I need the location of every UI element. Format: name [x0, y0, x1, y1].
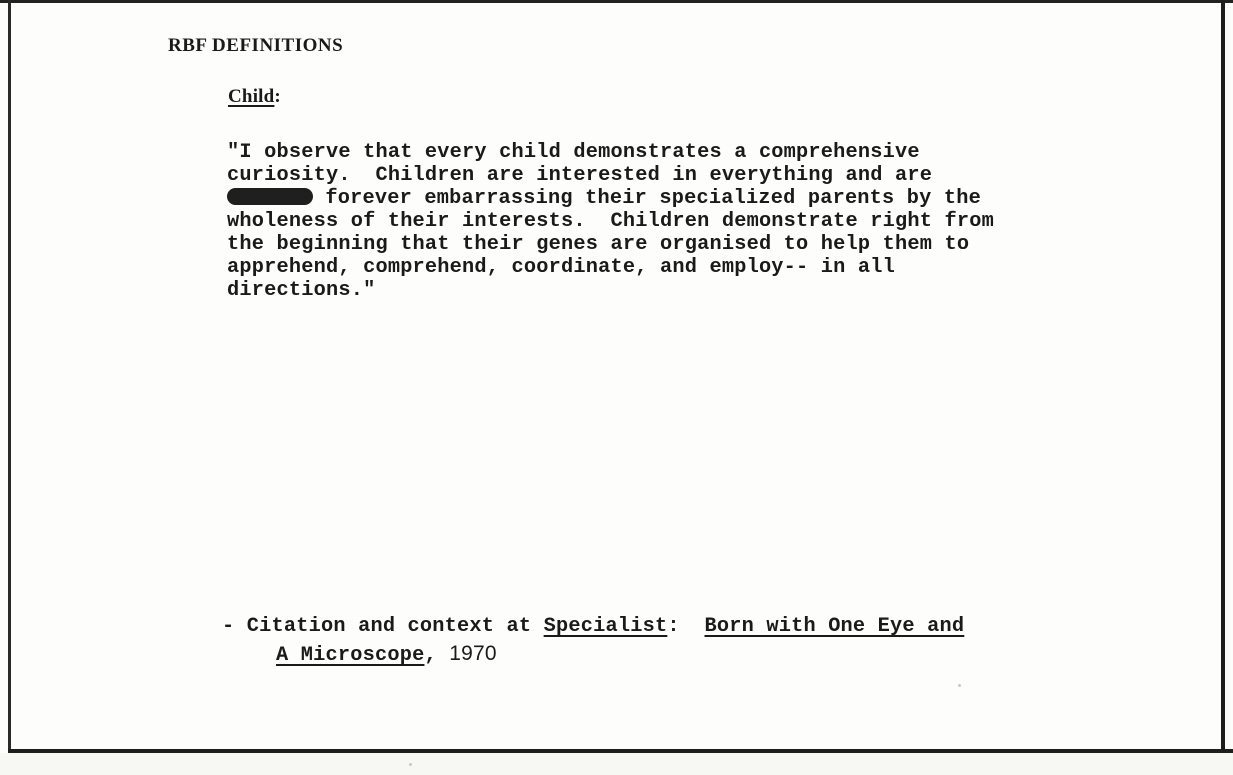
quote-line-3	[227, 187, 981, 211]
citation-title-line-2: A Microscope	[276, 644, 425, 667]
quote-line-4: wholeness of their interests. Children demonstrate right from	[227, 210, 994, 233]
citation-line-2	[276, 642, 497, 668]
card-top-edge	[0, 0, 1233, 3]
quote-line-6: apprehend, comprehend, coordinate, and employ-- in all	[227, 256, 896, 279]
citation-source: Specialist	[543, 615, 668, 638]
citation-year: 1970	[449, 642, 497, 665]
quote-line-3-text: forever embarrassing their specialized parents by the	[313, 187, 982, 210]
definition-term-word: Child	[228, 86, 275, 107]
card-left-edge	[8, 0, 11, 752]
quote-line-7: directions."	[227, 279, 376, 302]
card-right-edge	[1221, 0, 1225, 775]
citation-prefix: - Citation and context at	[222, 615, 544, 638]
citation-year-separator: ,	[424, 644, 450, 667]
paper-speck	[409, 763, 412, 766]
definition-term-colon: :	[274, 86, 281, 107]
definition-term	[228, 86, 281, 108]
paper-speck	[958, 684, 961, 687]
citation-title-line-1: Born with One Eye and	[704, 615, 965, 638]
citation-line-1	[222, 615, 964, 639]
quote-line-5: the beginning that their genes are organised to help them to	[227, 233, 970, 256]
redaction-mark	[227, 188, 313, 205]
citation-separator: :	[667, 615, 705, 638]
quote-line-1: "I observe that every child demonstrates a comprehensive	[227, 141, 920, 164]
quote-line-2: curiosity. Children are interested in everything and are	[227, 164, 933, 187]
card-heading: RBF DEFINITIONS	[168, 35, 344, 56]
next-card-strip	[0, 753, 1233, 775]
